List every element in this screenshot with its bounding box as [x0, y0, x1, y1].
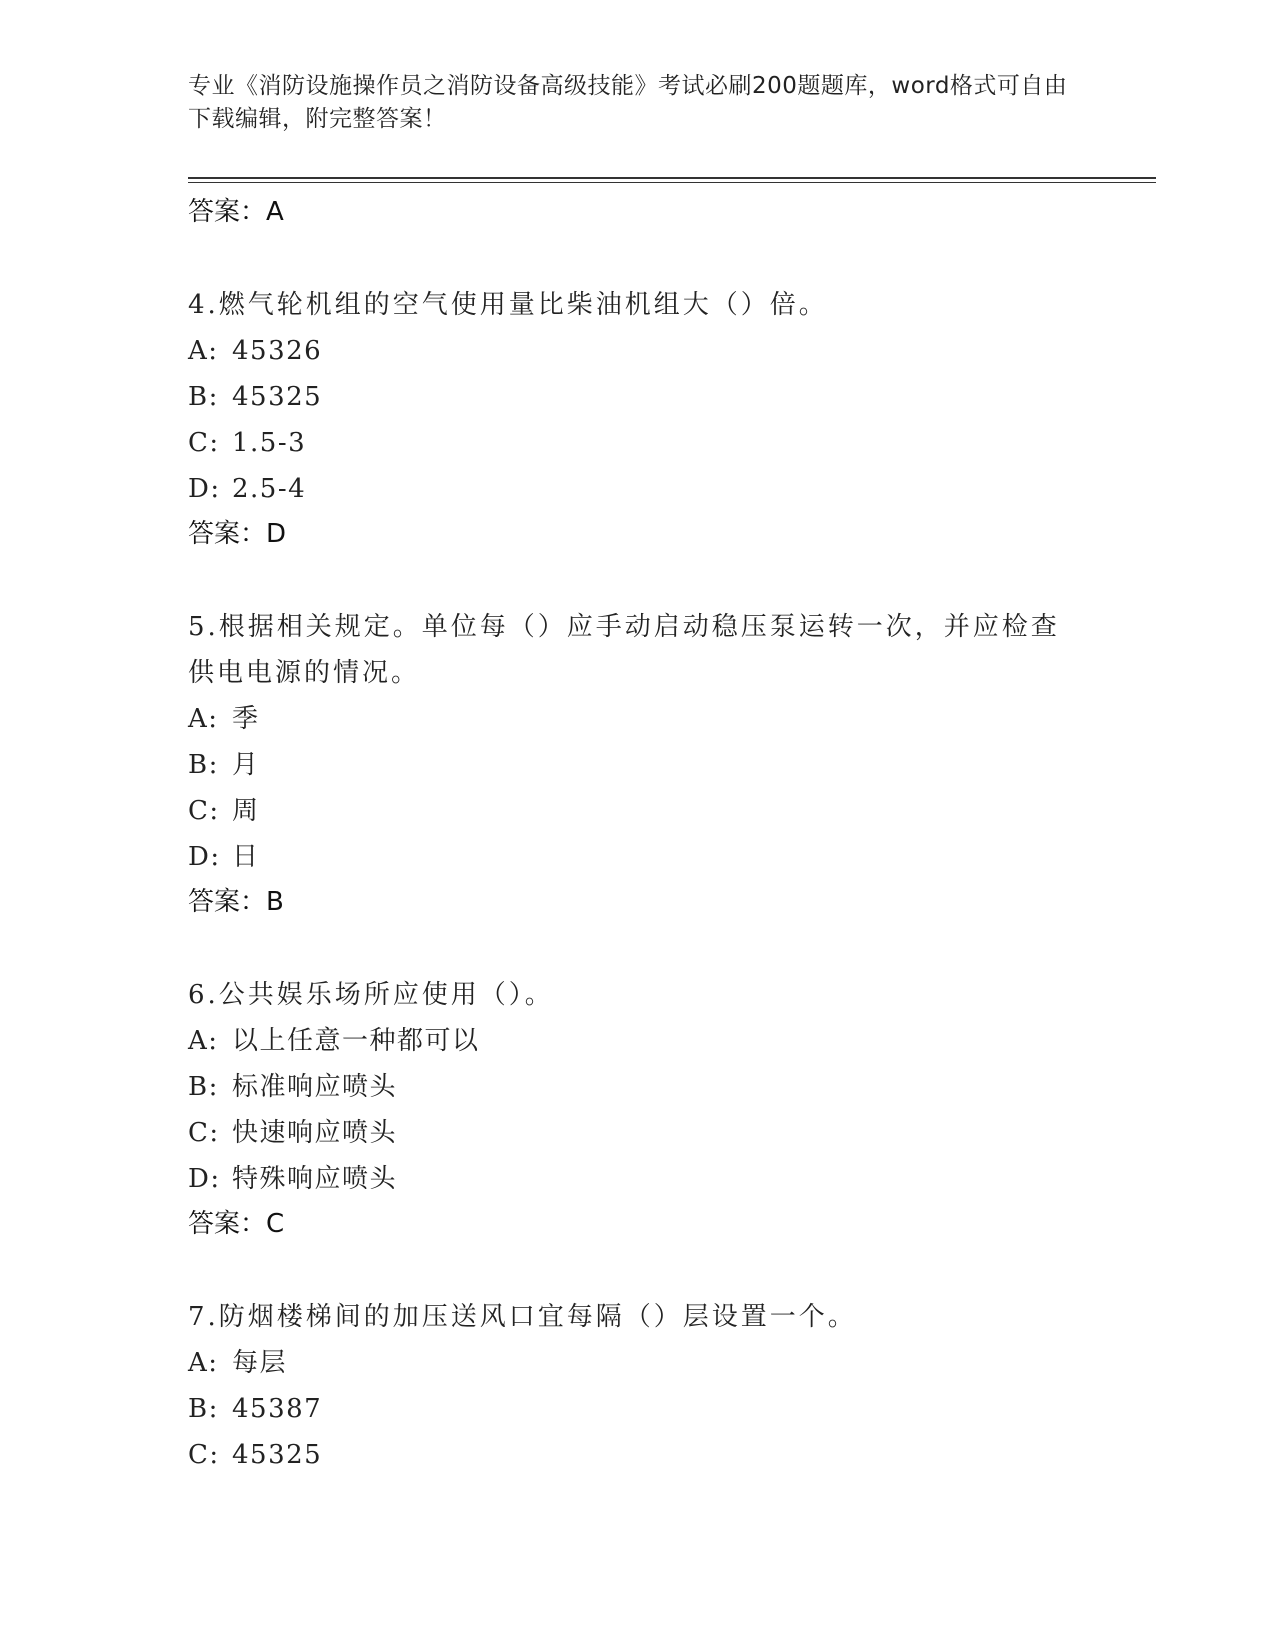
- document-body: [188, 190, 1088, 1478]
- option-c: [188, 1110, 1088, 1156]
- question-4: 4.燃气轮机组的空气使用量比柴油机组大（）倍。: [188, 290, 828, 320]
- answer-line: 答案：B: [188, 887, 284, 917]
- option-text: 以上任意一种都可以: [232, 1026, 480, 1056]
- option-a: [188, 328, 1088, 374]
- question-6: 6.公共娱乐场所应使用（）。: [188, 980, 554, 1010]
- answer-line: 答案：C: [188, 1209, 285, 1239]
- option-a: [188, 696, 1088, 742]
- option-d: [188, 1156, 1088, 1202]
- option-text: 45326: [232, 336, 323, 366]
- option-d: [188, 466, 1088, 512]
- option-a: [188, 1018, 1088, 1064]
- option-c: [188, 420, 1088, 466]
- option-letter: B:: [188, 382, 219, 412]
- option-text: 45387: [232, 1394, 323, 1424]
- option-letter: A:: [188, 336, 219, 366]
- option-text: 快速响应喷头: [232, 1118, 398, 1148]
- option-text: 45325: [232, 382, 323, 412]
- option-text: 日: [232, 842, 260, 872]
- option-letter: D:: [188, 1164, 221, 1194]
- option-text: 1.5-3: [232, 428, 307, 458]
- option-a: [188, 1340, 1088, 1386]
- option-letter: B:: [188, 1072, 219, 1102]
- option-c: [188, 1432, 1088, 1478]
- option-text: 45325: [232, 1440, 323, 1470]
- option-text: 周: [232, 796, 260, 826]
- option-d: [188, 834, 1088, 880]
- option-text: 2.5-4: [232, 474, 307, 504]
- answer-line: 答案：D: [188, 519, 287, 549]
- option-letter: D:: [188, 842, 221, 872]
- option-letter: A:: [188, 704, 219, 734]
- answer-line: 答案：A: [188, 197, 284, 227]
- option-b: [188, 1064, 1088, 1110]
- option-text: 每层: [232, 1348, 288, 1378]
- page-header: 专业《消防设施操作员之消防设备高级技能》考试必刷200题题库，word格式可自由下载编辑，附完整答案！: [188, 73, 1068, 132]
- option-letter: C:: [188, 796, 220, 826]
- question-7: 7.防烟楼梯间的加压送风口宜每隔（）层设置一个。: [188, 1302, 857, 1332]
- option-letter: A:: [188, 1026, 219, 1056]
- option-text: 月: [232, 750, 260, 780]
- question-5: 5.根据相关规定。单位每（）应手动启动稳压泵运转一次，并应检查供电电源的情况。: [188, 612, 1060, 688]
- option-b: [188, 1386, 1088, 1432]
- option-letter: C:: [188, 1440, 220, 1470]
- option-letter: D:: [188, 474, 221, 504]
- option-letter: C:: [188, 428, 220, 458]
- header-divider-thin: [188, 182, 1156, 183]
- option-text: 特殊响应喷头: [232, 1164, 398, 1194]
- option-b: [188, 742, 1088, 788]
- option-text: 季: [232, 704, 260, 734]
- option-c: [188, 788, 1088, 834]
- option-letter: C:: [188, 1118, 220, 1148]
- option-b: [188, 374, 1088, 420]
- option-letter: B:: [188, 1394, 219, 1424]
- option-letter: A:: [188, 1348, 219, 1378]
- option-text: 标准响应喷头: [232, 1072, 398, 1102]
- header-divider: [188, 177, 1156, 179]
- option-letter: B:: [188, 750, 219, 780]
